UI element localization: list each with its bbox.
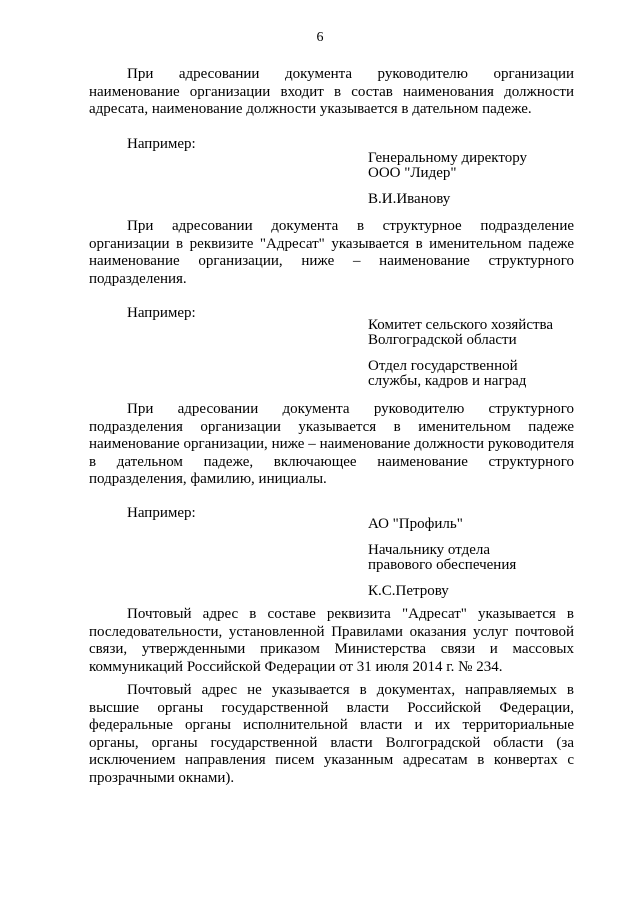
address-line: Комитет сельского хозяйства [368, 317, 554, 333]
address-line: службы, кадров и наград [368, 373, 527, 389]
address-line: ООО "Лидер" [368, 165, 457, 181]
example-label-1: Например: [127, 136, 196, 152]
address-line: АО "Профиль" [368, 516, 463, 532]
paragraph-addressing-dept-head: При адресовании документа руководителю структурного подразделения организации указывается в именительном падеже наименование организации, ниже – наименование должности руководителя в дательном падеже, включающее наименование структурного подразделения, фамилию, инициалы. [89, 401, 574, 487]
address-line: В.И.Иванову [368, 191, 451, 207]
example-label-2: Например: [127, 305, 196, 321]
page-number: 6 [316, 30, 324, 45]
paragraph-addressing-department: При адресовании документа в структурное подразделение организации в реквизите "Адресат" указывается в именительном падеже наименование организации, ниже – наименование структурного подразделения. [89, 218, 574, 287]
address-line: Начальнику отдела [368, 542, 491, 558]
example-address-2 [368, 318, 553, 389]
address-line: Отдел государственной [368, 358, 518, 374]
address-line: К.С.Петрову [368, 583, 449, 599]
example-address-3 [368, 517, 516, 599]
paragraph-postal-exception: Почтовый адрес не указывается в документах, направляемых в высшие органы государственной власти Российской Федерации, федеральные органы исполнительной власти и их территориальные органы, органы государственной власти Волгоградской области (за исключением направления писем указанным адресатам в конвертах с прозрачными окнами). [89, 682, 574, 786]
address-line: Генеральному директору [368, 150, 528, 166]
address-line: правового обеспечения [368, 557, 517, 573]
address-line: Волгоградской области [368, 332, 517, 348]
example-address-1 [368, 151, 527, 207]
paragraph-addressing-head: При адресовании документа руководителю организации наименование организации входит в состав наименования должности адресата, наименование должности указывается в дательном падеже. [89, 66, 574, 117]
example-label-3: Например: [127, 505, 196, 521]
paragraph-postal-address: Почтовый адрес в составе реквизита "Адресат" указывается в последовательности, установленной Правилами оказания услуг почтовой связи, утвержденными приказом Министерства связи и массовых коммуникаций Российской Федерации от 31 июля 2014 г. № 234. [89, 606, 574, 675]
